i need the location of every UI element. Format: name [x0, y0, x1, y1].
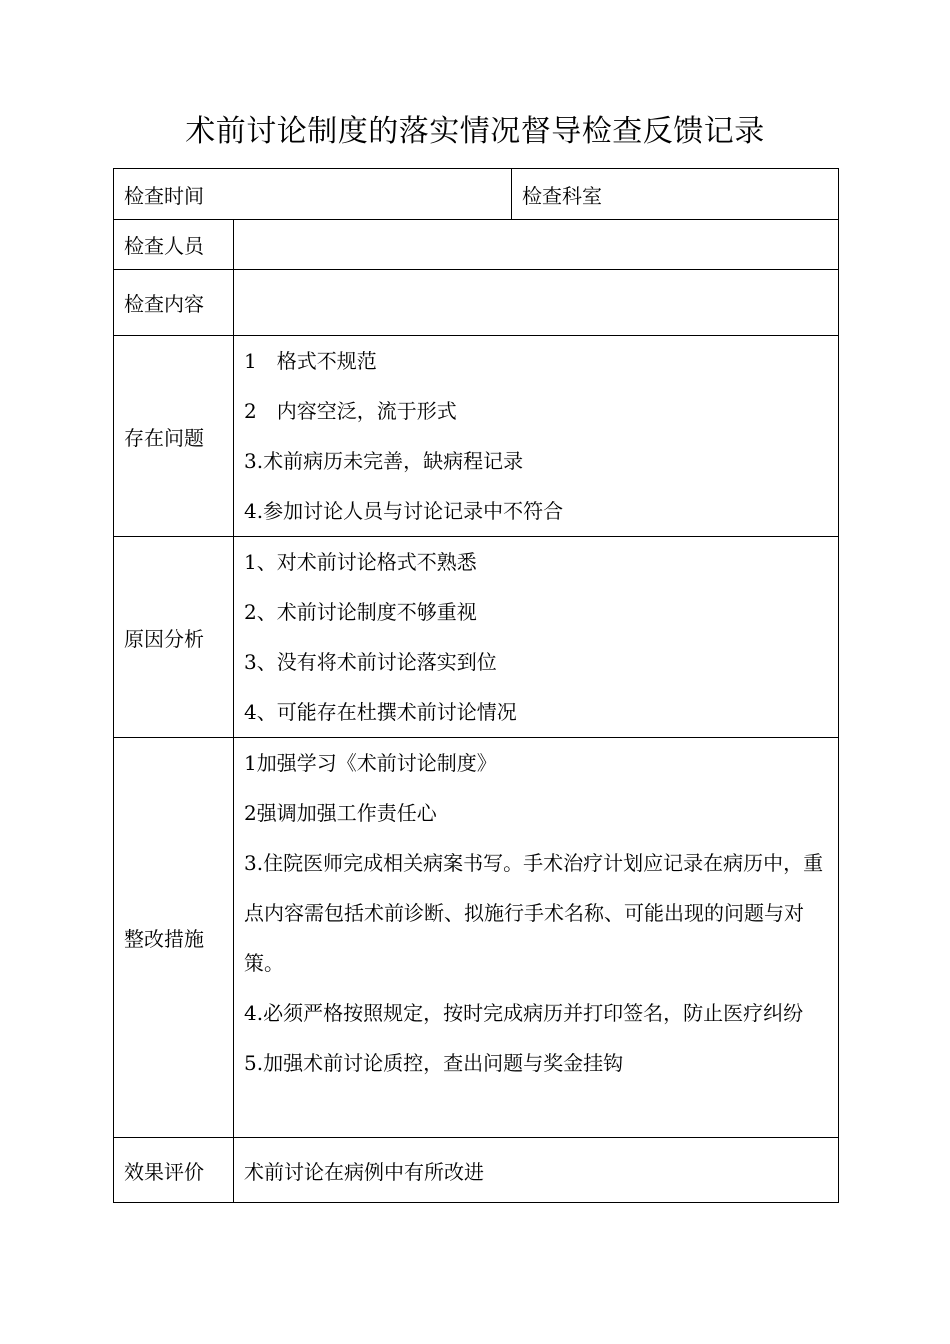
check-time-cell[interactable]	[114, 169, 512, 220]
effect-label: 效果评价	[114, 1138, 234, 1203]
check-time-label: 检查时间	[124, 183, 204, 208]
problem-item: 1 格式不规范	[244, 349, 377, 373]
row-problems	[114, 336, 839, 537]
cause-item: 1、对术前讨论格式不熟悉	[244, 550, 477, 574]
cause-item: 4、可能存在杜撰术前讨论情况	[244, 700, 517, 724]
cause-item: 3、没有将术前讨论落实到位	[244, 650, 497, 674]
causes-list	[234, 537, 839, 738]
inspector-value[interactable]	[234, 220, 839, 270]
page-title: 术前讨论制度的落实情况督导检查反馈记录	[185, 114, 765, 149]
problem-item: 3.术前病历未完善，缺病程记录	[244, 449, 524, 473]
check-dept-cell[interactable]	[512, 169, 839, 220]
inspection-record-table	[113, 168, 839, 1203]
measure-item: 2强调加强工作责任心	[244, 801, 437, 825]
measure-item: 1加强学习《术前讨论制度》	[244, 751, 497, 775]
measure-item: 3.住院医师完成相关病案书写。手术治疗计划应记录在病历中，重点内容需包括术前诊断、拟施行手术名称、可能出现的问题与对策。	[244, 851, 824, 975]
content-value[interactable]	[234, 270, 839, 336]
effect-value[interactable]: 术前讨论在病例中有所改进	[234, 1138, 839, 1203]
measures-label: 整改措施	[114, 738, 234, 1138]
content-label: 检查内容	[114, 270, 234, 336]
cause-item: 2、术前讨论制度不够重视	[244, 600, 477, 624]
row-check-time	[114, 169, 839, 220]
problems-label: 存在问题	[114, 336, 234, 537]
causes-label: 原因分析	[114, 537, 234, 738]
row-causes	[114, 537, 839, 738]
row-effect	[114, 1138, 839, 1203]
row-check-content	[114, 270, 839, 336]
problems-list	[234, 336, 839, 537]
row-inspector	[114, 220, 839, 270]
check-dept-label: 检查科室	[522, 183, 602, 208]
problem-item: 2 内容空泛，流于形式	[244, 399, 457, 423]
row-measures	[114, 738, 839, 1138]
inspector-label: 检查人员	[114, 220, 234, 270]
problem-item: 4.参加讨论人员与讨论记录中不符合	[244, 499, 564, 523]
measure-item: 4.必须严格按照规定，按时完成病历并打印签名，防止医疗纠纷	[244, 1001, 804, 1025]
measures-list	[234, 738, 839, 1138]
measure-item: 5.加强术前讨论质控，查出问题与奖金挂钩	[244, 1051, 624, 1075]
